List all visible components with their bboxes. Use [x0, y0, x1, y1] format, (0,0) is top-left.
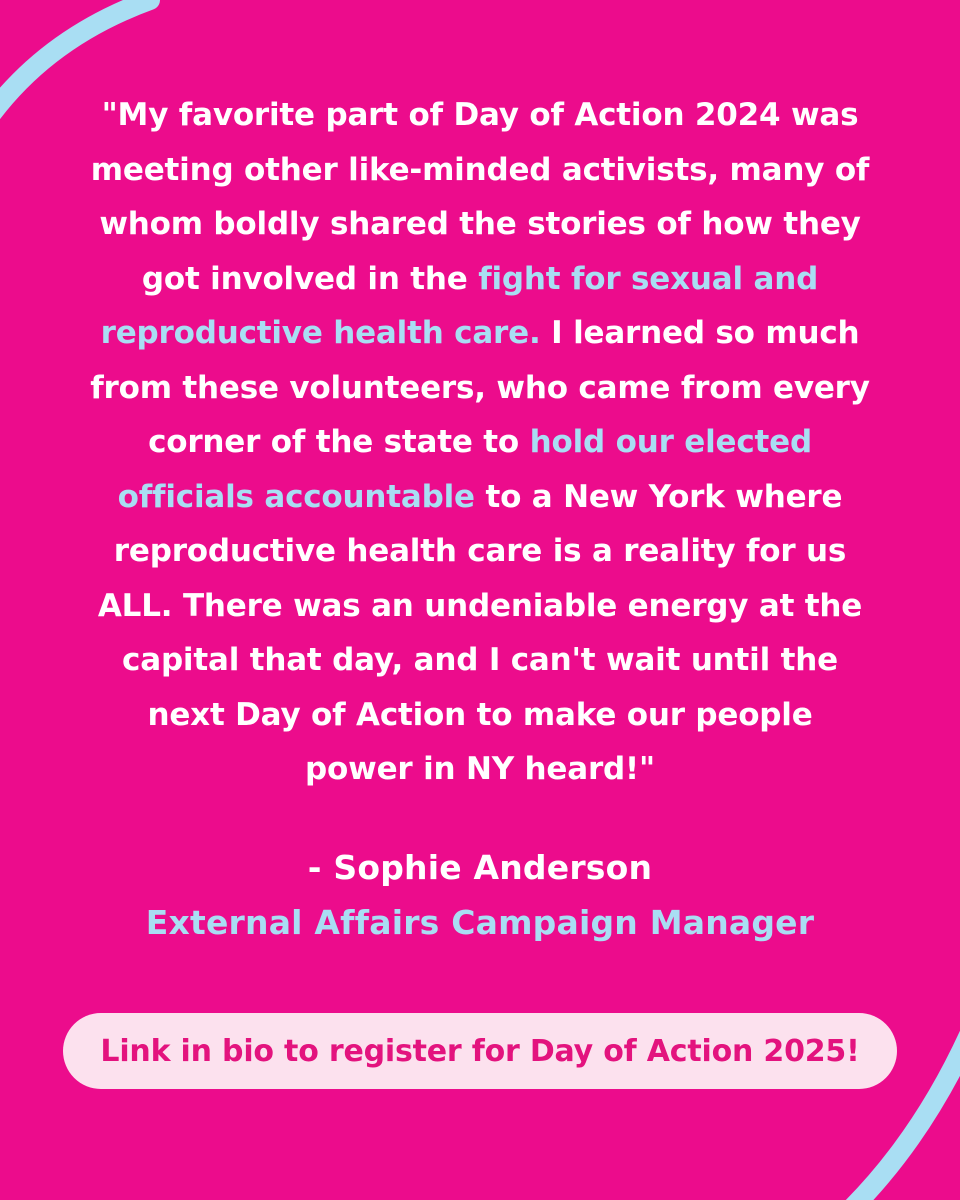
quote-line: power in NY heard!" — [305, 751, 655, 787]
quote-line: meeting other like-minded activists, many of — [90, 151, 870, 188]
quote-text: to a New York where — [474, 478, 843, 515]
quote-highlight: reproductive health care. — [100, 315, 541, 351]
quote-line: whom boldly shared the stories of how they — [99, 206, 861, 242]
author-role: External Affairs Campaign Manager — [145, 903, 815, 942]
quote-text: corner of the state to — [148, 424, 530, 460]
register-cta-label: Link in bio to register for Day of Action 2025! — [100, 1033, 860, 1069]
quote-line — [80, 470, 880, 525]
author-name: - Sophie Anderson — [307, 848, 653, 887]
quote-highlight: fight for sexual and — [478, 260, 819, 297]
quote-line: "My favorite part of Day of Action 2024 was — [101, 97, 859, 133]
quote-line — [80, 252, 880, 307]
quote-line: capital that day, and I can't wait until the — [122, 642, 838, 678]
quote-line: ALL. There was an undeniable energy at the — [97, 587, 863, 624]
quote-text: I learned so much — [540, 315, 860, 351]
quote-line: from these volunteers, who came from every — [90, 369, 870, 406]
quote-line: reproductive health care is a reality for us — [113, 533, 847, 569]
quote-line: next Day of Action to make our people — [147, 696, 813, 733]
quote-line — [80, 415, 880, 470]
testimonial-quote — [80, 88, 880, 797]
quote-line — [80, 306, 880, 361]
register-cta-banner[interactable] — [63, 1013, 897, 1089]
quote-highlight: hold our elected — [529, 424, 812, 460]
quote-highlight: officials accountable — [117, 478, 475, 515]
quote-text: got involved in the — [141, 260, 479, 297]
